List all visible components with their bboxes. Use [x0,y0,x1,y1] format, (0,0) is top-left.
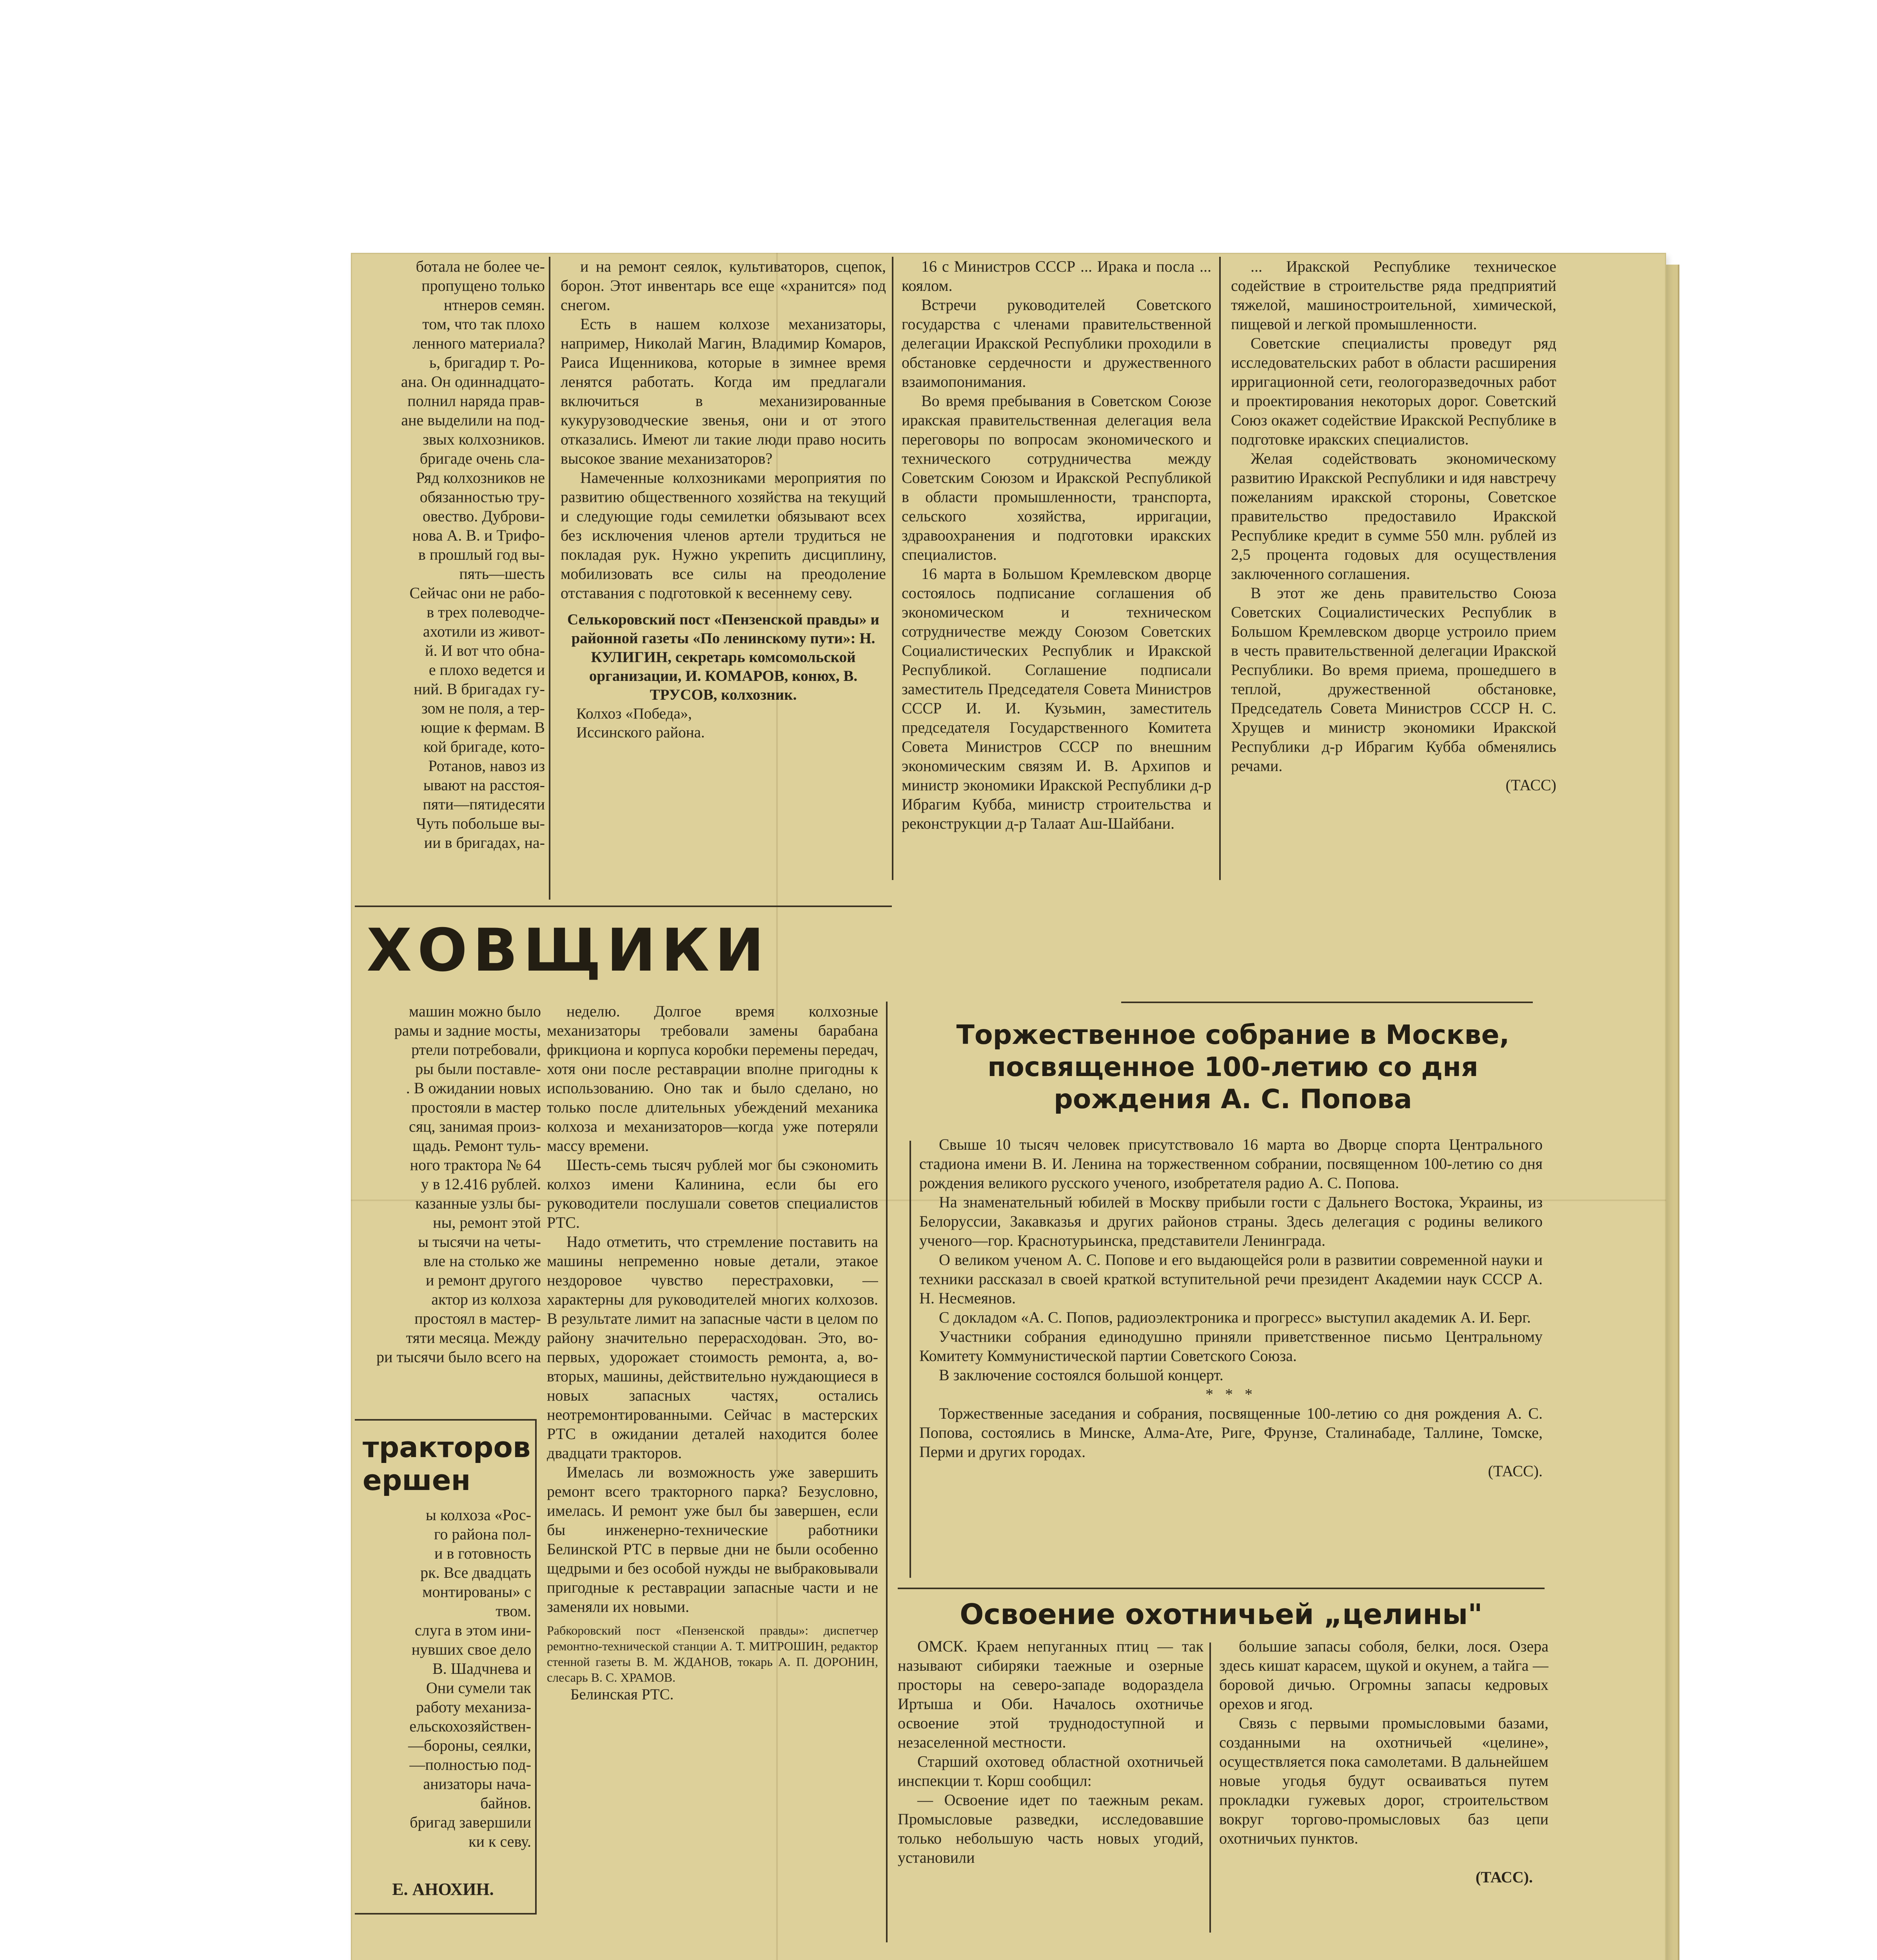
paragraph: В заключение состоялся большой концерт. [939,1366,1223,1384]
paragraph: неделю. Долгое время колхозные механизаторы требовали замены барабана фрикциона и корпуса коробки перемены передач, хотя они после реставрации вполне пригодны к использованию. Оно так и было сделано, но только после длительных убеждений механика колхоза и механизаторов—когда уже потеряли массу времени. [547,1002,878,1154]
column-rule [1219,257,1221,880]
paragraph: ... Иракской Республике техническое содействие в строительстве ряда предприятий тяжелой, машиностроительной, химической, пищевой и легкой промышленности. [1231,258,1556,333]
text-line: ки к севу. [468,1833,531,1850]
text-line: ахотили из живот- [423,622,545,640]
text-line: сяц, занимая произ- [408,1118,541,1135]
text-line: ний. В бригадах гу- [414,680,545,698]
section-rule [355,906,892,907]
text-line: Чуть побольше вы- [416,815,545,832]
place-line: Иссинского района. [576,724,705,741]
text-line: в трех полеводче- [427,603,545,621]
paragraph: Участники собрания единодушно приняли приветственное письмо Центральному Комитету Коммунистической партии Советского Союза. [919,1328,1543,1365]
text-line: анизаторы нача- [423,1775,531,1793]
text-line: рамы и задние мосты, [394,1022,541,1039]
paragraph: На знаменательный юбилей в Москву прибыли гости с Дальнего Востока, Украины, из Белоруссии, Закавказья и других районов страны. Здесь делегация с родины великого ученого—гор. Краснотурьинска, представители Ленинграда. [919,1193,1543,1249]
paragraph: и на ремонт сеялок, культиваторов, сцепок, борон. Этот инвентарь все еще «хранится» под снегом. [561,258,886,314]
boxed-headline: тракторов ершен [363,1431,531,1497]
text-line: ельскохозяйствен- [409,1717,531,1735]
tass-credit: (ТАСС). [1488,1462,1543,1480]
text-line: ана. Он одиннадцато- [401,373,545,390]
text-line: ане выделили на под- [401,411,545,429]
section-rule [1121,1002,1533,1003]
paragraph: Желая содействовать экономическому развитию Иракской Республики и идя навстречу пожеланиям иракской стороны, Советское правительство предоставило Иракской Республике кредит в сумме 550 млн. рублей из 2,5 процента годовых для осуществления заключенного соглашения. [1231,450,1556,583]
text-line: овество. Дуброви- [423,507,545,525]
text-line: простояли в мастер [411,1098,541,1116]
popov-postscript: Торжественные заседания и собрания, посвященные 100-летию со дня рождения А. С. Попова, состоялись в Минске, Алма-Ате, Риге, Фрунзе, Сталинабаде, Таллине, Томске, Перми и других городах. [919,1405,1543,1461]
text-line: простоял в мастер- [414,1310,541,1327]
text-line: кой бригаде, кото- [423,738,545,755]
column-1-bottom [355,1002,541,1417]
text-line: нова А. В. и Трифо- [412,526,545,544]
text-line: ь, бригадир т. Ро- [429,354,545,371]
text-line: том, что так плохо [422,315,545,333]
paragraph: Связь с первыми промысловыми базами, созданными на охотничьей «целине», осуществляется пока самолетами. В дальнейшем новые угодья будут осваиваться путем прокладки гужевых дорог, строительством вокруг торгово-промысловых баз цепи охотничьих пунктов. [1219,1714,1548,1847]
hunt-headline: Освоение охотничьей „целины" [960,1598,1483,1631]
text-line: нувших свое дело [411,1641,531,1658]
signature: Е. АНОХИН. [392,1880,494,1899]
text-line: е плохо ведется и [428,661,545,679]
column-rule [1209,1642,1211,1933]
text-line: . В ожидании новых [406,1079,541,1097]
column-rule [892,257,893,880]
stars-divider: * * * [1205,1385,1256,1403]
text-line: Ряд колхозников не [416,469,545,486]
text-line: го района пол- [434,1525,531,1543]
text-line: пропущено только [421,277,545,294]
text-line: бригад завершили [410,1813,531,1831]
text-line: звых колхозников. [423,430,545,448]
text-line: рк. Все двадцать [420,1564,531,1581]
text-line: ленного материала? [412,334,545,352]
column-2-top [561,257,886,900]
paragraph: Надо отметить, что стремление поставить на машины непременно новые детали, этакое нездоровое чувство перестраховки, — характерны для руководителей многих колхозов. В результате лимит на запасные части в целом по району значительно перерасходован. Это, во-первых, удорожает стоимость ремонта, а, во-вторых, машины, действительно нуждающиеся в новых запасных частях, остались неотремонтированными. Сейчас в мастерских РТС в ожидании деталей находится более двадцати тракторов. [547,1233,878,1462]
text-line: ы колхоза «Рос- [425,1506,531,1524]
paragraph: Шесть-семь тысяч рублей мог бы сэкономить колхоз имени Калинина, если бы его руководители послушали советов специалистов РТС. [547,1156,878,1231]
text-line: пять—шесть [459,565,545,583]
text-line: бригаде очень сла- [419,450,545,467]
text-line: ры были поставле- [415,1060,541,1078]
paragraph: — Освоение идет по таежным рекам. Промысловые разведки, исследовавшие только небольшую часть новых угодий, установили [898,1791,1204,1866]
paragraph: Встречи руководителей Советского государства с членами правительственной делегации Иракской Республики проходили в обстановке сердечности и дружественного взаимопонимания. [902,296,1211,390]
text-line: обязанностью тру- [419,488,545,506]
signature: Селькоровский пост «Пензенской правды» и районной газеты «По ленинскому пути»: Н. КУЛИГИН, секретарь комсомольской организации, И. КОМАРОВ, конюх, В. ТРУСОВ, колхозник. [567,611,880,703]
text-line: машин можно было [409,1002,541,1020]
text-line: твом. [496,1602,531,1620]
paragraph: Во время пребывания в Советском Союзе иракская правительственная делегация вела переговоры по вопросам экономического и технического сотрудничества между Советским Союзом и Иракской Республикой в области промышленности, транспорта, сельского хозяйства, ирригации, здравоохранения и подготовки иракских специалистов. [902,392,1211,563]
text-line: вле на столько же [423,1252,541,1270]
column-rule [549,257,550,900]
text-line: зом не поля, а тер- [421,699,545,717]
text-line: в прошлый год вы- [418,546,545,563]
paragraph: ОМСК. Краем непуганных птиц — так называют сибиряки таежные и озерные просторы на северо-западе водораздела Иртыша и Оби. Началось охотничье освоение этой труднодоступной и незаселенной местности. [898,1637,1204,1751]
text-line: й. И вот что обна- [425,642,545,659]
text-line: слуга в этом ини- [415,1621,531,1639]
text-line: полнил наряда прав- [407,392,545,410]
text-line: —полностью под- [409,1756,531,1773]
text-line: ботала не более че- [416,258,545,275]
text-line: у в 12.416 рублей. [421,1175,541,1193]
text-line: щадь. Ремонт туль- [412,1137,541,1154]
column-2-bottom [547,1002,878,1935]
hunt-article-right [1219,1637,1548,1935]
text-line: ывают на расстоя- [423,776,545,794]
text-line: и ремонт другого [425,1271,541,1289]
box-rule [535,1419,537,1913]
text-line: байнов. [480,1794,531,1812]
paragraph: 16 марта в Большом Кремлевском дворце состоялось подписание соглашения об экономическом и техническом сотрудничестве между Союзом Советских Социалистических Республик и Иракской Республикой. Соглашение подписали заместитель Председателя Совета Министров СССР И. И. Кузьмин, заместитель председателя Государственного Комитета Совета Министров СССР по внешним экономическим связям И. В. Архипов и министр экономики Иракской Республики д-р Ибрагим Кубба, министр строительства и реконструкции д-р Талаат Аш-Шайбани. [902,565,1211,832]
paragraph: Старший охотовед областной охотничьей инспекции т. Корш сообщил: [898,1753,1204,1789]
popov-article [919,1135,1543,1582]
text-line: монтированы» с [422,1583,531,1601]
tass-credit: (ТАСС) [1505,776,1556,794]
signature: Рабкоровский пост «Пензенской правды»: диспетчер ремонтно-технической станции А. Т. МИТРОШИН, редактор стенной газеты В. М. ЖДАНОВ, токарь А. П. ДОРОНИН, слесарь В. С. ХРАМОВ. [547,1623,878,1684]
paragraph: Есть в нашем колхозе механизаторы, например, Николай Магин, Владимир Комаров, Раиса Ищенникова, которые в зимнее время ленятся работать. Когда им предлагали включиться в механизированные кукурузоводческие звенья, они и от этого отказались. Имеют ли такие люди право носить высокое звание механизаторов? [561,315,886,467]
text-line: Сейчас они не рабо- [409,584,545,602]
text-line: актор из колхоза [431,1290,541,1308]
text-line: ющие к фермам. В [420,719,545,736]
box-rule [355,1419,537,1421]
text-line: ного трактора № 64 [410,1156,541,1174]
text-line: работу механиза- [416,1698,531,1716]
section-rule [898,1588,1545,1589]
text-line: казанные узлы бы- [415,1194,541,1212]
column-rule [886,1002,888,1942]
paragraph: большие запасы соболя, белки, лося. Озера здесь кишат карасем, щукой и окунем, а тайга — боровой дичью. Огромны запасы кедровых орехов и ягод. [1219,1637,1548,1713]
box-rule [909,1141,911,1578]
paragraph: В этот же день правительство Союза Советских Социалистических Республик в Большом Кремлевском дворце устроило прием в честь правительственной делегации Иракской Республики. Во время приема, прошедшего в теплой, дружественной обстановке, Председатель Совета Министров СССР Н. С. Хрущев и министр экономики Иракской Республики д-р Ибрагим Кубба обменялись речами. [1231,584,1556,775]
text-line: пяти—пятидесяти [423,795,545,813]
paragraph: Свыше 10 тысяч человек присутствовало 16 марта во Дворце спорта Центрального стадиона имени В. И. Ленина на торжественном собрании, посвященном 100-летию со дня рождения великого русского ученого, изобретателя радио А. С. Попова. [919,1136,1543,1192]
text-line: Они сумели так [426,1679,531,1697]
section-headline: ХОВЩИКИ [367,916,770,985]
place-line: Белинская РТС. [570,1686,674,1703]
tass-credit: (ТАСС). [1476,1868,1533,1886]
text-line: —бороны, сеялки, [408,1737,531,1754]
text-line: В. Шадчнева и [432,1660,531,1677]
popov-headline: Торжественное собрание в Москве, посвященное 100-летию со дня рождения А. С. Попова [956,1020,1510,1115]
text-line: ии в бригадах, на- [424,834,545,851]
hunt-article-left [898,1637,1204,1935]
box-rule [355,1913,537,1915]
text-line: ы тысячи на четы- [418,1233,541,1250]
paragraph: Намеченные колхозниками мероприятия по развитию общественного хозяйства на текущий и следующие годы семилетки обязывают всех без исключения членов артели трудиться не покладая рук. Нужно укрепить дисциплину, мобилизовать все силы на преодоление отставания с подготовкой к весеннему севу. [561,469,886,602]
place-line: Колхоз «Победа», [576,705,692,722]
column-1-boxed [355,1505,531,1897]
paragraph: Советские специалисты проведут ряд исследовательских работ в области расширения ирригационной сети, геологоразведочных работ и проектирования некоторых дорог. Советский Союз окажет содействие Иракской Республике в подготовке иракских специалистов. [1231,334,1556,448]
paragraph: О великом ученом А. С. Попове и его выдающейся роли в развитии современной науки и техники рассказал в своей краткой вступительной речи президент Академии наук СССР А. Н. Несмеянов. [919,1251,1543,1307]
text-line: и в готовность [434,1544,531,1562]
paragraph: Имелась ли возможность уже завершить ремонт всего тракторного парка? Безусловно, имелась. И ремонт уже был бы завершен, если бы инженерно-технические работники Белинской РТС в первые дни не были особенно щедрыми и без особой нужды не выбраковывали пригодные к реставрации запасные части и не заменяли их новыми. [547,1463,878,1615]
paragraph: 16 с Министров СССР ... Ирака и посла ... коялом. [902,258,1211,294]
text-line: тяти месяца. Между [406,1329,541,1347]
text-line: Ротанов, навоз из [428,757,545,775]
text-line: нтнеров семян. [443,296,545,314]
text-line: ри тысячи было всего на [376,1348,541,1366]
paragraph: С докладом «А. С. Попов, радиоэлектроника и прогресс» выступил академик А. И. Берг. [939,1308,1531,1326]
text-line: ртели потребовали, [411,1041,541,1058]
column-3-top [902,257,1211,880]
column-1-top [355,257,545,900]
text-line: ны, ремонт этой [433,1214,541,1231]
column-4-top [1231,257,1556,1002]
